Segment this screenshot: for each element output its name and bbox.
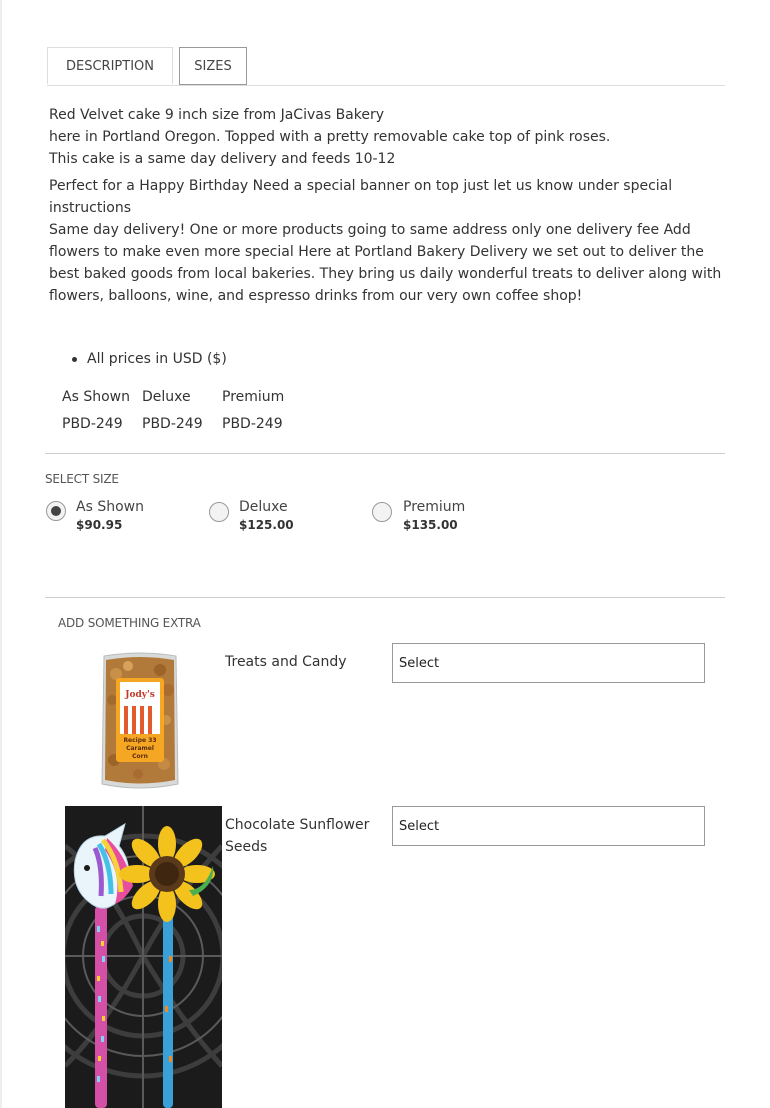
product-tabs <box>47 47 725 86</box>
add-extra-heading: ADD SOMETHING EXTRA <box>58 616 201 630</box>
size-radio-deluxe[interactable] <box>209 502 229 522</box>
description-line: Perfect for a Happy Birthday Need a special banner on top just let us know under special instructions <box>49 178 673 216</box>
size-header-as-shown: As Shown <box>62 389 130 405</box>
page-edge <box>0 0 2 1108</box>
caramel-corn-image[interactable] <box>98 650 182 792</box>
size-option-premium-label[interactable]: Premium <box>403 499 466 515</box>
chocolate-sunflower-seeds-select[interactable]: Select <box>392 806 705 846</box>
size-option-as-shown-price: $90.95 <box>76 518 123 532</box>
size-code-as-shown: PBD-249 <box>62 416 123 432</box>
select-size-heading: SELECT SIZE <box>45 472 119 486</box>
size-option-deluxe-label[interactable]: Deluxe <box>239 499 288 515</box>
size-radio-as-shown[interactable] <box>46 501 66 521</box>
size-option-premium-price: $135.00 <box>403 518 458 532</box>
size-code-premium: PBD-249 <box>222 416 283 432</box>
chocolate-sunflower-seeds-image[interactable] <box>65 806 222 1108</box>
addon-name-treats-and-candy: Treats and Candy <box>225 654 347 670</box>
caramel-corn-brand: Jody's <box>125 690 155 700</box>
tab-description[interactable]: DESCRIPTION <box>47 47 173 84</box>
unicorn-sunflower-pencils-icon <box>65 806 222 1108</box>
price-note-text: All prices in USD ($) <box>87 351 227 367</box>
size-code-deluxe: PBD-249 <box>142 416 203 432</box>
tab-sizes[interactable]: SIZES <box>179 47 247 85</box>
caramel-corn-bag-icon <box>98 650 182 792</box>
description-line: here in Portland Oregon. Topped with a pretty removable cake top of pink roses. <box>49 129 611 145</box>
size-option-deluxe-price: $125.00 <box>239 518 294 532</box>
description-line: Same day delivery! One or more products going to same address only one delivery fee Add flowers to make even more special Here at Portland Bakery Delivery we set out to deliver the best baked goods from local bakeries. They bring us daily wonderful treats to deliver along with flowers, balloons, wine, and espresso drinks from our very own coffee shop! <box>49 222 722 304</box>
description-line: Red Velvet cake 9 inch size from JaCivas Bakery <box>49 107 385 123</box>
size-header-deluxe: Deluxe <box>142 389 191 405</box>
description-line: This cake is a same day delivery and feeds 10-12 <box>49 151 396 167</box>
size-option-as-shown-label[interactable]: As Shown <box>76 499 144 515</box>
addon-name-chocolate-sunflower-seeds: Chocolate Sunflower Seeds <box>225 817 370 855</box>
size-radio-premium[interactable] <box>372 502 392 522</box>
divider <box>45 597 725 598</box>
treats-and-candy-select[interactable]: Select <box>392 643 705 683</box>
caramel-corn-package-text: Recipe 33 Caramel Corn <box>123 737 157 760</box>
bullet-icon <box>72 357 77 362</box>
price-note <box>87 348 227 370</box>
product-description <box>49 104 729 307</box>
size-header-premium: Premium <box>222 389 285 405</box>
divider <box>45 453 725 454</box>
